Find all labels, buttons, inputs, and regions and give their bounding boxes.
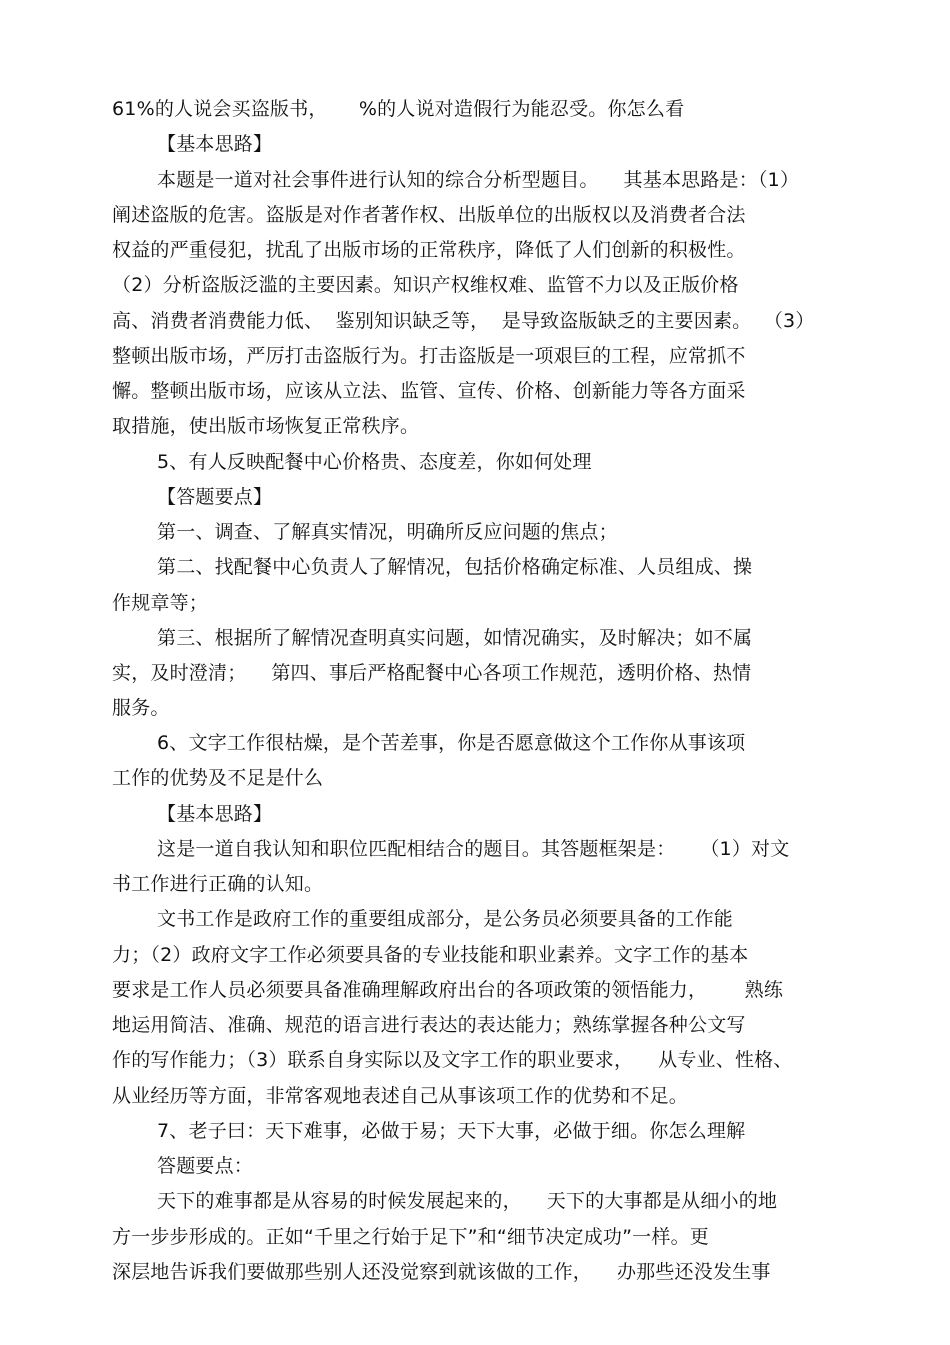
section-heading: 【基本思路】: [157, 803, 273, 825]
text-line: 方一步步形成的。正如“千里之行始于足下”和“细节决定成功”一样。更: [112, 1226, 709, 1248]
text-line: 工作的优势及不足是什么: [112, 767, 324, 789]
text-line: 地运用简洁、准确、规范的语言进行表达的表达能力；熟练掌握各种公文写: [112, 1014, 746, 1036]
text-line: 这是一道自我认知和职位匹配相结合的题目。其答题框架是： （1）对文: [157, 838, 790, 860]
text-line: 61%的人说会买盗版书， %的人说对造假行为能忍受。你怎么看: [112, 98, 685, 120]
text-line: 权益的严重侵犯，扰乱了出版市场的正常秩序，降低了人们创新的积极性。: [112, 239, 746, 261]
section-heading: 答题要点：: [157, 1155, 254, 1177]
question-line: 7、老子曰：天下难事，必做于易；天下大事，必做于细。你怎么理解: [157, 1120, 746, 1142]
question-line: 6、文字工作很枯燥，是个苦差事，你是否愿意做这个工作你从事该项: [157, 732, 746, 754]
text-line: 作规章等；: [112, 592, 209, 614]
question-line: 5、有人反映配餐中心价格贵、态度差，你如何处理: [157, 451, 592, 473]
text-line: 第二、找配餐中心负责人了解情况，包括价格确定标准、人员组成、操: [157, 556, 753, 578]
text-line: 文书工作是政府工作的重要组成部分，是公务员必须要具备的工作能: [157, 908, 734, 930]
text-line: 第一、调查、了解真实情况，明确所反应问题的焦点；: [157, 521, 618, 543]
text-line: 深层地告诉我们要做那些别人还没觉察到就该做的工作， 办那些还没发生事: [112, 1261, 771, 1283]
text-line: 服务。: [112, 697, 170, 719]
text-line: 取措施，使出版市场恢复正常秩序。: [112, 415, 420, 437]
text-line: 高、消费者消费能力低、 鉴别知识缺乏等， 是导致盗版缺乏的主要因素。 （3）: [112, 310, 815, 332]
text-line: 整顿出版市场，严厉打击盗版行为。打击盗版是一项艰巨的工程，应常抓不: [112, 345, 746, 367]
text-line: 书工作进行正确的认知。: [112, 873, 324, 895]
text-line: （2）分析盗版泛滥的主要因素。知识产权维权难、监管不力以及正版价格: [112, 274, 739, 296]
text-line: 第三、根据所了解情况查明真实问题，如情况确实，及时解决；如不属: [157, 627, 753, 649]
text-line: 本题是一道对社会事件进行认知的综合分析型题目。 其基本思路是：（1）: [157, 169, 800, 191]
text-line: 天下的难事都是从容易的时候发展起来的， 天下的大事都是从细小的地: [157, 1190, 778, 1212]
text-line: 从业经历等方面，非常客观地表述自己从事该项工作的优势和不足。: [112, 1085, 689, 1107]
text-line: 作的写作能力；（3）联系自身实际以及文字工作的职业要求， 从专业、性格、: [112, 1049, 793, 1071]
text-line: 阐述盗版的危害。盗版是对作者著作权、出版单位的出版权以及消费者合法: [112, 204, 746, 226]
section-heading: 【基本思路】: [157, 133, 273, 155]
text-line: 力；（2）政府文字工作必须要具备的专业技能和职业素养。文字工作的基本: [112, 944, 749, 966]
text-line: 懈。整顿出版市场，应该从立法、监管、宣传、价格、创新能力等各方面采: [112, 380, 746, 402]
section-heading: 【答题要点】: [157, 486, 273, 508]
text-line: 实，及时澄清； 第四、事后严格配餐中心各项工作规范，透明价格、热情: [112, 662, 752, 684]
text-line: 要求是工作人员必须要具备准确理解政府出台的各项政策的领悟能力， 熟练: [112, 979, 784, 1001]
